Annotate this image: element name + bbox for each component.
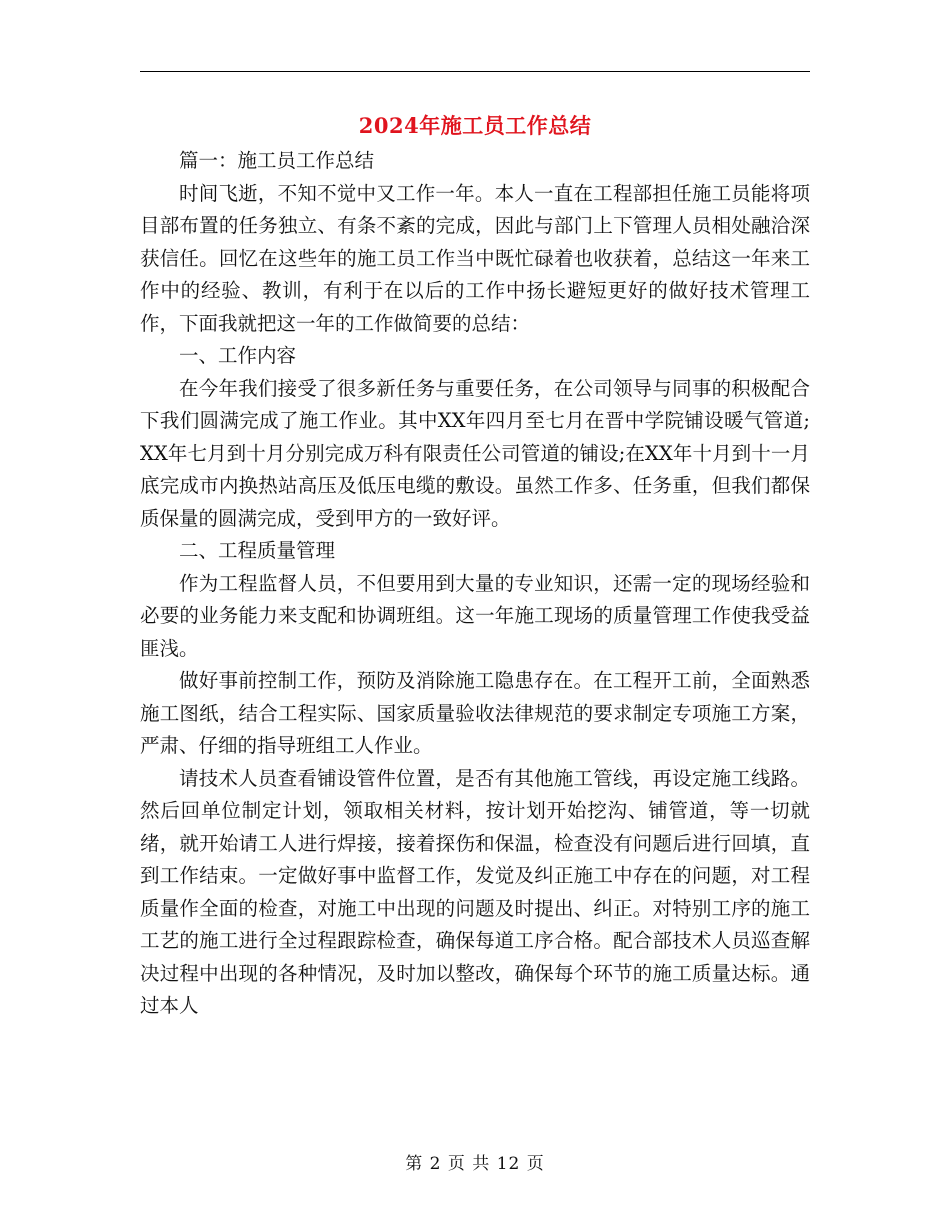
section-heading-part-one: 篇一：施工员工作总结 xyxy=(179,149,375,172)
process-paragraph: 请技术人员查看铺设管件位置，是否有其他施工管线，再设定施工线路。然后回单位制定计划，领取相关材料，按计划开始挖沟、铺管道，等一切就绪，就开始请工人进行焊接，接着探伤和保温，检查没有问题后进行回填，直到工作结束。一定做好事中监督工作，发觉及纠正施工中存在的问题，对工程质量作全面的检查，对施工中出现的问题及时提出、纠正。对特别工序的施工工艺的施工进行全过程跟踪检查，确保每道工序合格。配合部技术人员巡查解决过程中出现的各种情况，及时加以整改，确保每个环节的施工质量达标。通过本人 xyxy=(140,766,810,1017)
pre-control-paragraph: 做好事前控制工作，预防及消除施工隐患存在。在工程开工前，全面熟悉施工图纸，结合工程实际、国家质量验收法律规范的要求制定专项施工方案，严肃、仔细的指导班组工人作业。 xyxy=(140,669,810,757)
intro-paragraph: 时间飞逝，不知不觉中又工作一年。本人一直在工程部担任施工员能将项目部布置的任务独立、有条不紊的完成，因此与部门上下管理人员相处融洽深获信任。回忆在这些年的施工员工作当中既忙碌着也收获着，总结这一年来工作中的经验、教训，有利于在以后的工作中扬长避短更好的做好技术管理工作，下面我就把这一年的工作做简要的总结： xyxy=(140,181,810,335)
section-heading-work-content: 一、工作内容 xyxy=(179,344,297,367)
header-rule xyxy=(140,71,810,72)
quality-management-paragraph: 作为工程监督人员，不但要用到大量的专业知识，还需一定的现场经验和必要的业务能力来支配和协调班组。这一年施工现场的质量管理工作使我受益匪浅。 xyxy=(140,571,810,660)
document-title: 2024年施工员工作总结 xyxy=(358,113,592,138)
document-body xyxy=(140,145,810,1023)
work-content-paragraph: 在今年我们接受了很多新任务与重要任务，在公司领导与同事的积极配合下我们圆满完成了施工作业。其中XX年四月至七月在晋中学院铺设暖气管道;XX年七月到十月分别完成万科有限责任公司管道的铺设;在XX年十月到十一月底完成市内换热站高压及低压电缆的敷设。虽然工作多、任务重，但我们都保质保量的圆满完成，受到甲方的一致好评。 xyxy=(140,376,810,530)
page-number-footer: 第 2 页 共 12 页 xyxy=(405,1154,545,1174)
section-heading-quality-management: 二、工程质量管理 xyxy=(179,539,336,562)
